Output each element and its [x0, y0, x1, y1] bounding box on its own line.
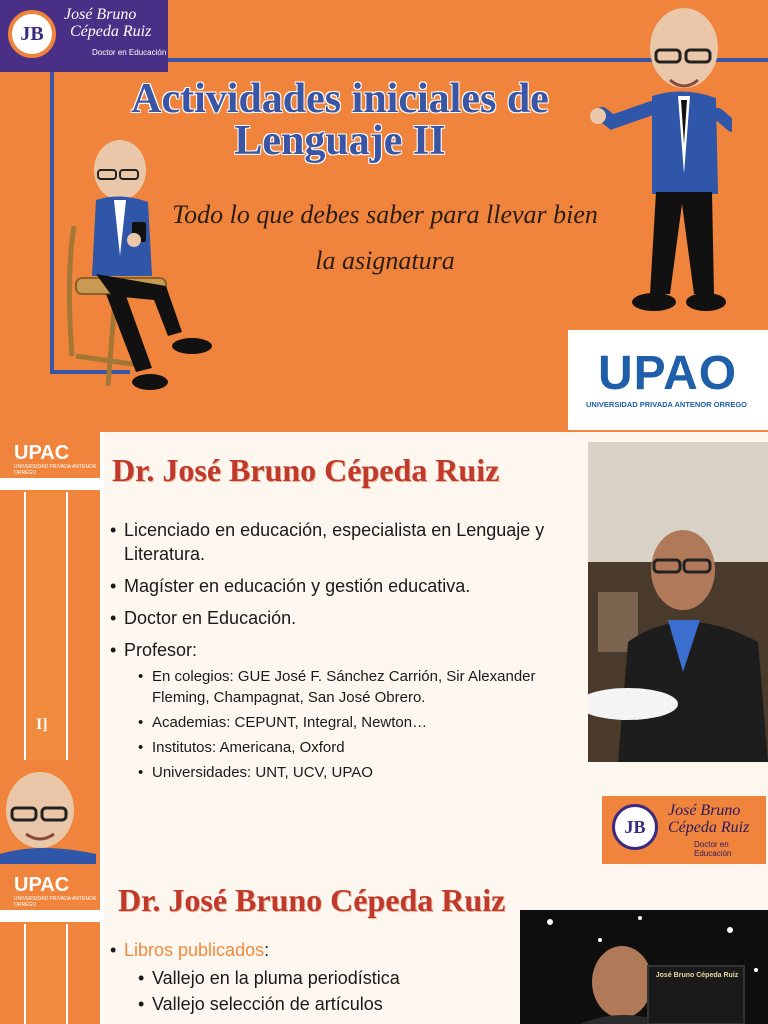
sidebar-brand-sub: UNIVERSIDAD PRIVADA ANTENOR ORREGO [14, 896, 97, 908]
logo-name: José Bruno Cépeda Ruiz [668, 802, 750, 836]
author-logo-small [602, 796, 766, 864]
sidebar-separator [100, 864, 104, 1024]
sidebar-divider [0, 478, 100, 490]
sidebar-brand-sub: UNIVERSIDAD PRIVADA ANTENOR ORREGO [14, 464, 97, 476]
books-heading: Dr. José Bruno Cépeda Ruiz [118, 882, 506, 918]
sidebar-brand: UPAC [14, 442, 70, 464]
sidebar-band [24, 924, 68, 1024]
standing-character-illustration [582, 4, 732, 334]
logo-name: José Bruno Cépeda Ruiz [64, 6, 152, 40]
sidebar-separator [100, 432, 104, 864]
book-item: • Vallejo en la pluma periodística [138, 966, 510, 990]
book-cover-title: José Bruno Cépeda Ruiz [655, 972, 739, 979]
bio-slide [0, 432, 768, 864]
sidebar [0, 864, 100, 1024]
books-slide [0, 864, 768, 1024]
bio-sub-bullet: • Academias: CEPUNT, Integral, Newton… [138, 712, 580, 733]
book-photo [520, 910, 768, 1024]
professor-photo [588, 442, 768, 762]
bio-bullet: • Magíster en educación y gestión educativa. [110, 574, 580, 598]
books-list [110, 938, 510, 1024]
sitting-character-illustration [56, 136, 226, 398]
bio-sub-bullet: • Institutos: Americana, Oxford [138, 737, 580, 758]
bio-bullet: • Doctor en Educación. [110, 606, 580, 630]
bio-sub-bullet: • En colegios: GUE José F. Sánchez Carrión, Sir Alexander Fleming, Champagnat, San José Obrero. [138, 666, 580, 708]
upao-logo: UPAO UNIVERSIDAD PRIVADA ANTENOR ORREGO [568, 330, 768, 430]
sidebar-roman-numeral: I] [36, 716, 48, 733]
bio-list [110, 518, 580, 787]
logo-monogram: JB [8, 10, 56, 58]
book-item: • Vallejo selección de artículos [138, 992, 510, 1016]
bio-bullet: • Licenciado en educación, especialista en Lenguaje y Literatura. [110, 518, 580, 566]
title-slide [0, 0, 768, 432]
author-logo [0, 0, 168, 72]
slide-title: Actividades iniciales de Lenguaje II [131, 76, 549, 164]
bio-sub-bullet: • Universidades: UNT, UCV, UPAO [138, 762, 580, 783]
slide-subtitle: Todo lo que debes saber para llevar bien la asignatura [172, 200, 598, 275]
sidebar-brand: UPAC [14, 874, 70, 896]
frame-line-left [50, 72, 54, 372]
logo-subtitle: Doctor en Educación [694, 840, 732, 858]
bio-heading: Dr. José Bruno Cépeda Ruiz [112, 452, 500, 488]
peeking-character-illustration [0, 768, 96, 864]
logo-subtitle: Doctor en Educación [92, 48, 167, 57]
sidebar-divider [0, 910, 100, 922]
logo-monogram: JB [612, 804, 658, 850]
books-section: • Libros publicados: [110, 938, 510, 962]
bio-bullet: • Profesor: [110, 638, 580, 662]
